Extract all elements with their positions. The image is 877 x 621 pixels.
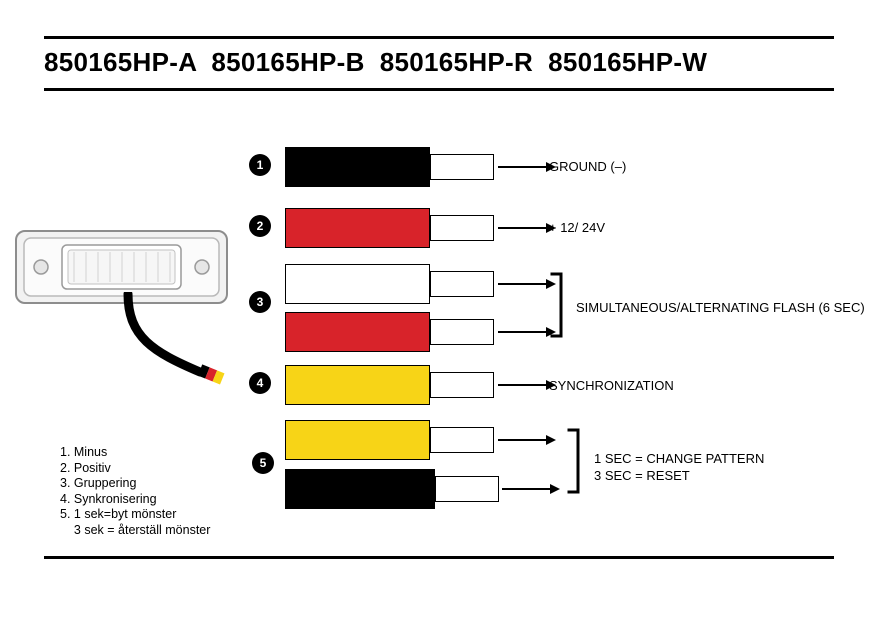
wire-4-body [285,365,430,405]
footer-rule [44,556,834,559]
wire-2-connector [430,215,494,241]
wire-5b [285,469,499,509]
legend-line-4: 4. Synkronisering [60,491,157,506]
wire-3a-connector [430,271,494,297]
legend-line-3: 3. Gruppering [60,476,137,490]
wire-1-body [285,147,430,187]
legend-line-1: 1. Minus [60,445,108,459]
wire-5a [285,420,495,460]
wire-5a-body [285,420,430,460]
arrow-5b-icon [502,482,560,496]
wire-3b-body [285,312,430,352]
group-3-bracket-icon [549,272,565,338]
wire-number-5: 5 [252,452,274,474]
legend [60,445,260,538]
wire-3a [285,264,495,304]
wire-4 [285,365,495,405]
arrow-1-icon [498,160,556,174]
arrow-4-icon [498,378,556,392]
wire-3b [285,312,495,352]
wire-3b-connector [430,319,494,345]
group-5-label-line1: 1 SEC = CHANGE PATTERN [594,451,765,466]
wire-2 [285,208,495,248]
wire-1-connector [430,154,494,180]
legend-line-2: 2. Positiv [60,460,111,475]
wire-2-body [285,208,430,248]
wire-3a-body [285,264,430,304]
wire-number-2: 2 [249,215,271,237]
arrow-3a-icon [498,277,556,291]
wire-number-1: 1 [249,154,271,176]
wire-number-4: 4 [249,372,271,394]
title-rule-top [44,36,834,39]
arrow-2-icon [498,221,556,235]
wire-1 [285,147,495,187]
arrow-5a-icon [498,433,556,447]
group-3-label: SIMULTANEOUS/ALTERNATING FLASH (6 SEC) [576,300,865,315]
wire-number-3: 3 [249,291,271,313]
wire-2-label: + 12/ 24V [549,220,606,235]
page-title: 850165HP-A 850165HP-B 850165HP-R 850165HP-W [44,47,708,77]
wire-4-label: SYNCHRONIZATION [549,378,674,393]
arrow-3b-icon [498,325,556,339]
title-rule-bottom [44,88,834,91]
wire-4-connector [430,372,494,398]
group-5-label-line2: 3 SEC = RESET [594,468,690,483]
legend-line-5: 5. 1 sek=byt mönster [60,507,177,521]
wire-5b-connector [435,476,499,502]
wire-5b-body [285,469,435,509]
lamp-cable [108,292,248,402]
legend-line-6: 3 sek = återställ mönster [60,522,211,537]
wire-5a-connector [430,427,494,453]
group-5-bracket-icon [566,428,582,494]
wire-1-label: GROUND (–) [549,159,627,174]
